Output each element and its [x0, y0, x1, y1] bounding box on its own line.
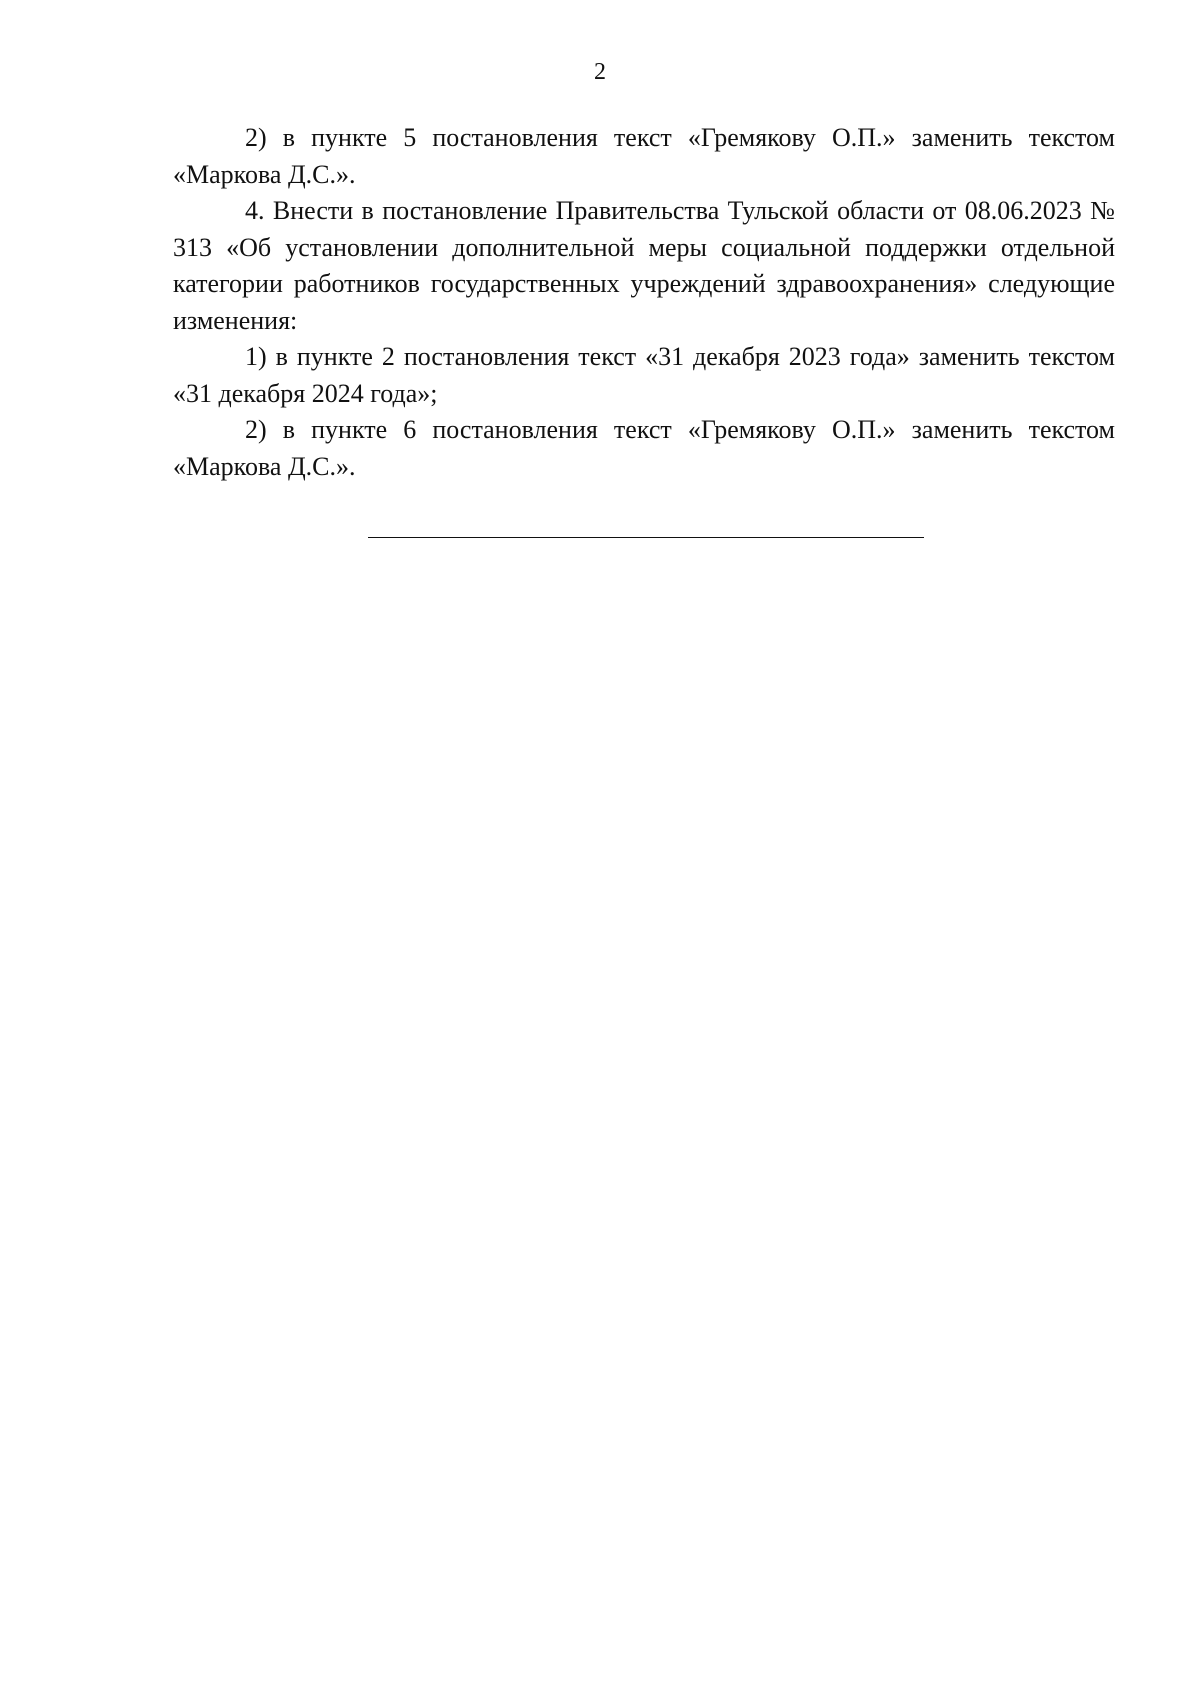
- paragraph-item-2-point-6: 2) в пункте 6 постановления текст «Гремякову О.П.» заменить текстом «Маркова Д.С.».: [173, 415, 1115, 481]
- document-body: [173, 120, 1115, 485]
- page-number: 2: [594, 59, 606, 85]
- paragraph-item-2-point-5: 2) в пункте 5 постановления текст «Гремякову О.П.» заменить текстом «Маркова Д.С.».: [173, 123, 1115, 189]
- paragraph-item-1-point-2: 1) в пункте 2 постановления текст «31 декабря 2023 года» заменить текстом «31 декабря 2024 года»;: [173, 342, 1115, 408]
- end-of-document-rule: [368, 537, 924, 538]
- paragraph-clause-4: 4. Внести в постановление Правительства Тульской области от 08.06.2023 № 313 «Об установлении дополнительной меры социальной поддержки отдельной категории работников государственных учреждений здравоохранения» следующие изменения:: [173, 196, 1115, 335]
